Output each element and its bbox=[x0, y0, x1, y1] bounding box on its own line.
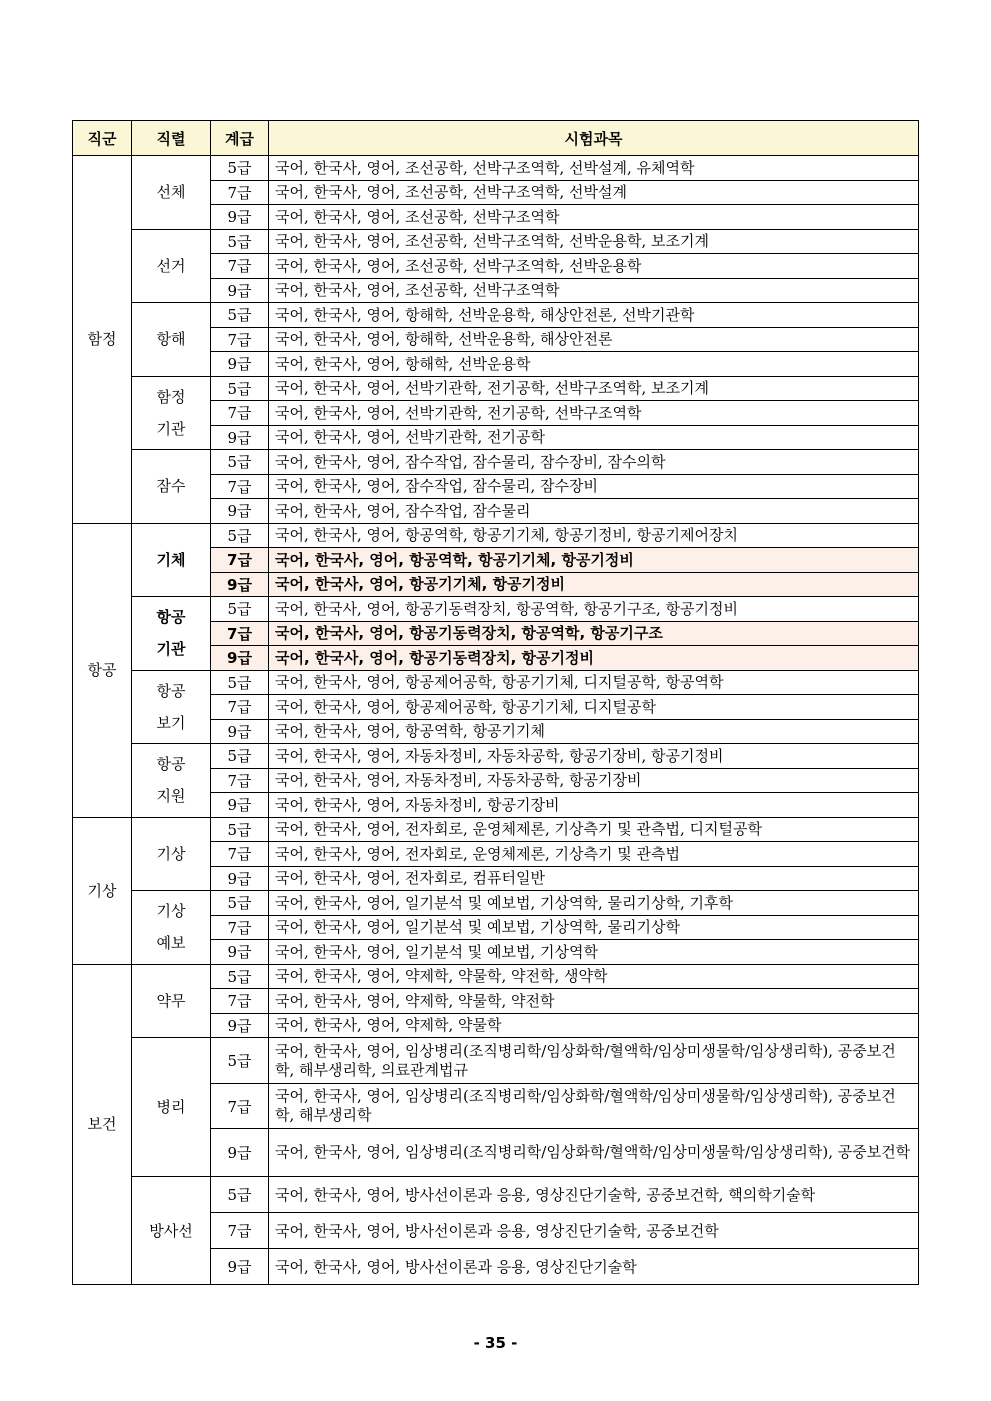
table-row bbox=[73, 891, 919, 916]
grade-cell: 7급 bbox=[211, 621, 269, 646]
table-row bbox=[73, 229, 919, 254]
grade-cell: 5급 bbox=[211, 303, 269, 328]
exam-subjects-cell: 국어, 한국사, 영어, 조선공학, 선박구조역학, 선박설계, 유체역학 bbox=[269, 156, 919, 181]
job-series-cell bbox=[132, 376, 211, 450]
job-series-cell bbox=[132, 450, 211, 524]
grade-cell: 5급 bbox=[211, 964, 269, 989]
grade-cell: 7급 bbox=[211, 254, 269, 279]
grade-cell: 9급 bbox=[211, 278, 269, 303]
job-series-label: 잠수 bbox=[156, 477, 186, 496]
grade-cell: 7급 bbox=[211, 695, 269, 720]
grade-cell: 9급 bbox=[211, 646, 269, 671]
grade-cell: 5급 bbox=[211, 229, 269, 254]
table-row bbox=[73, 376, 919, 401]
job-series-cell bbox=[132, 670, 211, 744]
grade-cell: 9급 bbox=[211, 719, 269, 744]
grade-cell: 7급 bbox=[211, 989, 269, 1014]
job-series-label: 선거 bbox=[156, 256, 186, 275]
exam-subjects-cell: 국어, 한국사, 영어, 조선공학, 선박구조역학, 선박운용학, 보조기계 bbox=[269, 229, 919, 254]
job-series-label: 항공 bbox=[156, 608, 186, 627]
exam-subjects-cell: 국어, 한국사, 영어, 선박기관학, 전기공학, 선박구조역학 bbox=[269, 401, 919, 426]
page-number: - 35 - bbox=[473, 1334, 518, 1352]
exam-subjects-cell: 국어, 한국사, 영어, 항공역학, 항공기기체 bbox=[269, 719, 919, 744]
job-series-label: 기관 bbox=[156, 640, 186, 659]
exam-subjects-cell: 국어, 한국사, 영어, 방사선이론과 응용, 영상진단기술학, 공중보건학, 핵의학기술학 bbox=[269, 1177, 919, 1213]
exam-subjects-cell: 국어, 한국사, 영어, 항공기동력장치, 항공역학, 항공기구조, 항공기정비 bbox=[269, 597, 919, 622]
job-series-cell bbox=[132, 964, 211, 1038]
grade-cell: 9급 bbox=[211, 425, 269, 450]
exam-subjects-cell: 국어, 한국사, 영어, 전자회로, 운영체제론, 기상측기 및 관측법 bbox=[269, 842, 919, 867]
grade-cell: 9급 bbox=[211, 352, 269, 377]
exam-subjects-cell: 국어, 한국사, 영어, 조선공학, 선박구조역학, 선박설계 bbox=[269, 180, 919, 205]
exam-subjects-cell: 국어, 한국사, 영어, 방사선이론과 응용, 영상진단기술학, 공중보건학 bbox=[269, 1213, 919, 1249]
grade-cell: 7급 bbox=[211, 180, 269, 205]
table-row bbox=[73, 744, 919, 769]
job-series-cell bbox=[132, 523, 211, 597]
job-series-label: 약무 bbox=[156, 991, 186, 1010]
grade-cell: 7급 bbox=[211, 768, 269, 793]
job-series-label: 선체 bbox=[156, 183, 186, 202]
job-series-label: 예보 bbox=[156, 934, 186, 953]
job-series-cell bbox=[132, 891, 211, 965]
exam-subjects-cell: 국어, 한국사, 영어, 약제학, 약물학 bbox=[269, 1013, 919, 1038]
exam-subjects-cell: 국어, 한국사, 영어, 자동차정비, 항공기장비 bbox=[269, 793, 919, 818]
exam-subjects-cell: 국어, 한국사, 영어, 임상병리(조직병리학/임상화학/혈액학/임상미생물학/임상생리학), 공중보건학, 해부생리학, 의료관계법규 bbox=[269, 1038, 919, 1084]
grade-cell: 7급 bbox=[211, 915, 269, 940]
job-series-cell bbox=[132, 1038, 211, 1177]
job-group-cell: 함정 bbox=[73, 156, 132, 524]
grade-cell: 9급 bbox=[211, 1249, 269, 1285]
grade-cell: 9급 bbox=[211, 1129, 269, 1177]
grade-cell: 7급 bbox=[211, 842, 269, 867]
table-row bbox=[73, 450, 919, 475]
job-series-label: 항공 bbox=[156, 755, 186, 774]
exam-subjects-cell: 국어, 한국사, 영어, 항공역학, 항공기기체, 항공기정비 bbox=[269, 548, 919, 573]
table-row bbox=[73, 156, 919, 181]
table-row bbox=[73, 670, 919, 695]
table-row bbox=[73, 1038, 919, 1084]
exam-subjects-cell: 국어, 한국사, 영어, 방사선이론과 응용, 영상진단기술학 bbox=[269, 1249, 919, 1285]
grade-cell: 5급 bbox=[211, 670, 269, 695]
exam-subjects-cell: 국어, 한국사, 영어, 임상병리(조직병리학/임상화학/혈액학/임상미생물학/임상생리학), 공중보건학, 해부생리학 bbox=[269, 1084, 919, 1129]
exam-subjects-cell: 국어, 한국사, 영어, 잠수작업, 잠수물리 bbox=[269, 499, 919, 524]
exam-subjects-cell: 국어, 한국사, 영어, 일기분석 및 예보법, 기상역학, 물리기상학 bbox=[269, 915, 919, 940]
exam-subjects-cell: 국어, 한국사, 영어, 선박기관학, 전기공학 bbox=[269, 425, 919, 450]
exam-subjects-cell: 국어, 한국사, 영어, 조선공학, 선박구조역학 bbox=[269, 205, 919, 230]
exam-subjects-cell: 국어, 한국사, 영어, 항공제어공학, 항공기기체, 디지털공학, 항공역학 bbox=[269, 670, 919, 695]
job-series-cell bbox=[132, 817, 211, 891]
exam-subjects-cell: 국어, 한국사, 영어, 잠수작업, 잠수물리, 잠수장비, 잠수의학 bbox=[269, 450, 919, 475]
table-row bbox=[73, 597, 919, 622]
header-grade: 계급 bbox=[211, 121, 269, 156]
job-series-cell bbox=[132, 303, 211, 377]
exam-subjects-cell: 국어, 한국사, 영어, 항공역학, 항공기기체, 항공기정비, 항공기제어장치 bbox=[269, 523, 919, 548]
table-row bbox=[73, 303, 919, 328]
grade-cell: 5급 bbox=[211, 1177, 269, 1213]
grade-cell: 5급 bbox=[211, 376, 269, 401]
exam-subjects-table bbox=[72, 120, 919, 1285]
grade-cell: 5급 bbox=[211, 744, 269, 769]
exam-subjects-cell: 국어, 한국사, 영어, 자동차정비, 자동차공학, 항공기장비, 항공기정비 bbox=[269, 744, 919, 769]
table-row bbox=[73, 964, 919, 989]
grade-cell: 5급 bbox=[211, 523, 269, 548]
job-group-cell: 보건 bbox=[73, 964, 132, 1285]
grade-cell: 9급 bbox=[211, 866, 269, 891]
exam-subjects-cell: 국어, 한국사, 영어, 항해학, 선박운용학, 해상안전론 bbox=[269, 327, 919, 352]
grade-cell: 9급 bbox=[211, 1013, 269, 1038]
grade-cell: 7급 bbox=[211, 1084, 269, 1129]
grade-cell: 7급 bbox=[211, 401, 269, 426]
exam-subjects-cell: 국어, 한국사, 영어, 항공기기체, 항공기정비 bbox=[269, 572, 919, 597]
job-series-label: 지원 bbox=[156, 787, 186, 806]
job-series-label: 보기 bbox=[156, 713, 186, 732]
job-series-cell bbox=[132, 1177, 211, 1285]
exam-subjects-cell: 국어, 한국사, 영어, 일기분석 및 예보법, 기상역학 bbox=[269, 940, 919, 965]
exam-subjects-cell: 국어, 한국사, 영어, 항해학, 선박운용학 bbox=[269, 352, 919, 377]
table-body bbox=[73, 156, 919, 1285]
header-exam-subjects: 시험과목 bbox=[269, 121, 919, 156]
job-series-cell bbox=[132, 156, 211, 230]
job-series-label: 항해 bbox=[156, 330, 186, 349]
table-row bbox=[73, 523, 919, 548]
table-header-row bbox=[73, 121, 919, 156]
job-series-label: 병리 bbox=[156, 1098, 186, 1116]
grade-cell: 5급 bbox=[211, 1038, 269, 1084]
exam-subjects-cell: 국어, 한국사, 영어, 전자회로, 운영체제론, 기상측기 및 관측법, 디지털공학 bbox=[269, 817, 919, 842]
job-series-label: 항공 bbox=[156, 681, 186, 700]
exam-subjects-cell: 국어, 한국사, 영어, 일기분석 및 예보법, 기상역학, 물리기상학, 기후학 bbox=[269, 891, 919, 916]
job-series-label: 기상 bbox=[156, 902, 186, 921]
grade-cell: 5급 bbox=[211, 450, 269, 475]
grade-cell: 5급 bbox=[211, 597, 269, 622]
exam-subjects-cell: 국어, 한국사, 영어, 선박기관학, 전기공학, 선박구조역학, 보조기계 bbox=[269, 376, 919, 401]
job-series-cell bbox=[132, 744, 211, 818]
table-row bbox=[73, 1177, 919, 1213]
job-series-label: 기관 bbox=[156, 419, 186, 438]
exam-subjects-cell: 국어, 한국사, 영어, 조선공학, 선박구조역학, 선박운용학 bbox=[269, 254, 919, 279]
exam-subjects-cell: 국어, 한국사, 영어, 항공기동력장치, 항공역학, 항공기구조 bbox=[269, 621, 919, 646]
exam-subjects-cell: 국어, 한국사, 영어, 전자회로, 컴퓨터일반 bbox=[269, 866, 919, 891]
grade-cell: 9급 bbox=[211, 205, 269, 230]
grade-cell: 9급 bbox=[211, 793, 269, 818]
exam-subjects-cell: 국어, 한국사, 영어, 약제학, 약물학, 약전학, 생약학 bbox=[269, 964, 919, 989]
job-group-cell: 기상 bbox=[73, 817, 132, 964]
exam-subjects-cell: 국어, 한국사, 영어, 조선공학, 선박구조역학 bbox=[269, 278, 919, 303]
header-job-group: 직군 bbox=[73, 121, 132, 156]
job-series-label: 기체 bbox=[156, 550, 186, 569]
job-series-label: 기상 bbox=[156, 844, 186, 863]
exam-subjects-cell: 국어, 한국사, 영어, 항해학, 선박운용학, 해상안전론, 선박기관학 bbox=[269, 303, 919, 328]
grade-cell: 7급 bbox=[211, 1213, 269, 1249]
grade-cell: 9급 bbox=[211, 499, 269, 524]
grade-cell: 5급 bbox=[211, 817, 269, 842]
header-job-series: 직렬 bbox=[132, 121, 211, 156]
grade-cell: 7급 bbox=[211, 548, 269, 573]
exam-subjects-cell: 국어, 한국사, 영어, 임상병리(조직병리학/임상화학/혈액학/임상미생물학/임상생리학), 공중보건학 bbox=[269, 1129, 919, 1177]
grade-cell: 5급 bbox=[211, 891, 269, 916]
exam-subjects-cell: 국어, 한국사, 영어, 항공제어공학, 항공기기체, 디지털공학 bbox=[269, 695, 919, 720]
job-series-label: 함정 bbox=[156, 387, 186, 406]
grade-cell: 9급 bbox=[211, 940, 269, 965]
job-series-cell bbox=[132, 597, 211, 671]
grade-cell: 9급 bbox=[211, 572, 269, 597]
exam-subjects-cell: 국어, 한국사, 영어, 자동차정비, 자동차공학, 항공기장비 bbox=[269, 768, 919, 793]
job-series-label: 방사선 bbox=[149, 1221, 193, 1240]
job-series-cell bbox=[132, 229, 211, 303]
grade-cell: 7급 bbox=[211, 327, 269, 352]
grade-cell: 7급 bbox=[211, 474, 269, 499]
table-row bbox=[73, 817, 919, 842]
exam-subjects-cell: 국어, 한국사, 영어, 잠수작업, 잠수물리, 잠수장비 bbox=[269, 474, 919, 499]
exam-subjects-cell: 국어, 한국사, 영어, 항공기동력장치, 항공기정비 bbox=[269, 646, 919, 671]
job-group-cell: 항공 bbox=[73, 523, 132, 817]
exam-subjects-cell: 국어, 한국사, 영어, 약제학, 약물학, 약전학 bbox=[269, 989, 919, 1014]
grade-cell: 5급 bbox=[211, 156, 269, 181]
